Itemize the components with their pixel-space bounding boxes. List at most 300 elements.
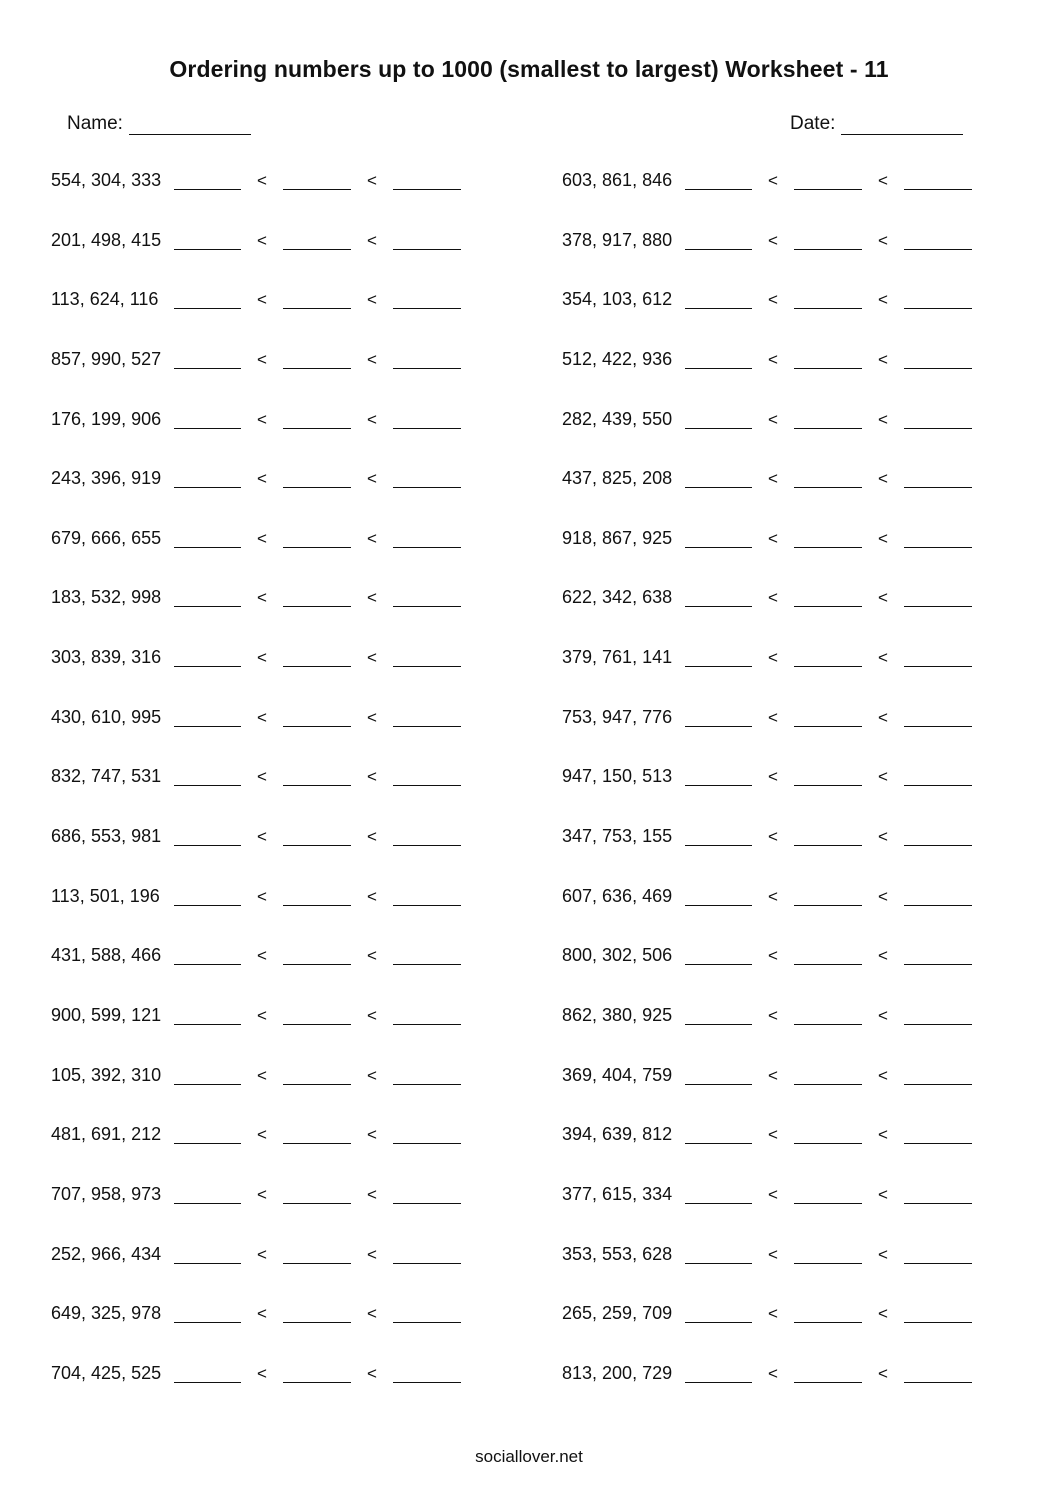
answer-blank-1[interactable] [174, 785, 241, 786]
answer-blank-3[interactable] [393, 785, 461, 786]
problem-row [562, 520, 1002, 580]
answer-blank-3[interactable] [904, 666, 972, 667]
answer-blank-3[interactable] [904, 487, 972, 488]
less-than-sign: < [878, 230, 888, 250]
answer-blank-1[interactable] [174, 964, 241, 965]
answer-blank-1[interactable] [685, 1382, 752, 1383]
answer-blank-3[interactable] [904, 1143, 972, 1144]
less-than-sign: < [367, 469, 377, 489]
less-than-sign: < [367, 1125, 377, 1145]
answer-blank-1[interactable] [685, 249, 752, 250]
less-than-sign: < [768, 707, 778, 727]
answer-blank-1[interactable] [685, 1024, 752, 1025]
answer-blank-3[interactable] [393, 1084, 461, 1085]
problem-row [51, 162, 491, 222]
answer-blank-1[interactable] [685, 726, 752, 727]
answer-blank-2[interactable] [794, 1084, 862, 1085]
less-than-sign: < [768, 469, 778, 489]
number-set: 512, 422, 936 [562, 348, 673, 369]
number-set: 554, 304, 333 [51, 170, 162, 190]
less-than-sign: < [367, 349, 377, 369]
less-than-sign: < [257, 230, 267, 250]
less-than-sign: < [878, 1244, 888, 1264]
less-than-sign: < [257, 886, 267, 906]
answer-blank-2[interactable] [794, 1203, 862, 1204]
number-set: 265, 259, 709 [562, 1303, 673, 1324]
less-than-sign: < [878, 1065, 888, 1085]
problem-row [51, 401, 491, 461]
answer-blank-2[interactable] [794, 308, 862, 309]
footer-site: sociallover.net [475, 1447, 583, 1466]
less-than-sign: < [367, 1005, 377, 1025]
less-than-sign: < [367, 171, 377, 190]
number-set: 862, 380, 925 [562, 1004, 673, 1025]
answer-blank-1[interactable] [174, 368, 241, 369]
problem-row [562, 1176, 1002, 1236]
answer-blank-3[interactable] [393, 368, 461, 369]
less-than-sign: < [878, 1184, 888, 1204]
less-than-sign: < [878, 290, 888, 310]
answer-blank-3[interactable] [904, 189, 972, 190]
less-than-sign: < [878, 349, 888, 369]
answer-blank-3[interactable] [393, 1203, 461, 1204]
problem-row [51, 997, 491, 1057]
less-than-sign: < [257, 1304, 267, 1324]
problem-row [562, 222, 1002, 282]
answer-blank-2[interactable] [283, 606, 351, 607]
less-than-sign: < [878, 588, 888, 608]
answer-blank-1[interactable] [685, 845, 752, 846]
number-set: 622, 342, 638 [562, 587, 673, 608]
answer-blank-3[interactable] [904, 845, 972, 846]
answer-blank-2[interactable] [794, 726, 862, 727]
less-than-sign: < [367, 588, 377, 608]
number-set: 377, 615, 334 [562, 1183, 673, 1204]
answer-blank-3[interactable] [904, 1203, 972, 1204]
answer-blank-2[interactable] [283, 547, 351, 548]
less-than-sign: < [768, 946, 778, 966]
answer-blank-1[interactable] [685, 368, 752, 369]
answer-blank-3[interactable] [904, 368, 972, 369]
answer-blank-1[interactable] [174, 249, 241, 250]
less-than-sign: < [367, 1244, 377, 1264]
less-than-sign: < [878, 767, 888, 787]
number-set: 603, 861, 846 [562, 170, 673, 190]
less-than-sign: < [878, 1125, 888, 1145]
answer-blank-3[interactable] [904, 1322, 972, 1323]
less-than-sign: < [367, 886, 377, 906]
problem-row [562, 997, 1002, 1057]
number-set: 394, 639, 812 [562, 1124, 673, 1145]
less-than-sign: < [257, 1363, 267, 1383]
answer-blank-2[interactable] [794, 428, 862, 429]
less-than-sign: < [878, 469, 888, 489]
less-than-sign: < [878, 946, 888, 966]
answer-blank-3[interactable] [393, 249, 461, 250]
less-than-sign: < [768, 1363, 778, 1383]
problem-row [51, 341, 491, 401]
answer-blank-2[interactable] [283, 189, 351, 190]
number-set: 918, 867, 925 [562, 527, 673, 548]
less-than-sign: < [878, 707, 888, 727]
less-than-sign: < [768, 1065, 778, 1085]
answer-blank-3[interactable] [904, 249, 972, 250]
problem-row [51, 460, 491, 520]
answer-blank-3[interactable] [904, 1024, 972, 1025]
answer-blank-1[interactable] [174, 1143, 241, 1144]
less-than-sign: < [257, 827, 267, 847]
less-than-sign: < [257, 409, 267, 429]
problem-row [562, 1057, 1002, 1117]
answer-blank-3[interactable] [904, 905, 972, 906]
less-than-sign: < [768, 349, 778, 369]
answer-blank-2[interactable] [283, 964, 351, 965]
answer-blank-1[interactable] [685, 428, 752, 429]
answer-blank-3[interactable] [904, 547, 972, 548]
answer-blank-2[interactable] [283, 785, 351, 786]
less-than-sign: < [878, 1005, 888, 1025]
problem-row [562, 937, 1002, 997]
number-set: 649, 325, 978 [51, 1303, 162, 1324]
less-than-sign: < [367, 230, 377, 250]
answer-blank-1[interactable] [685, 666, 752, 667]
answer-blank-1[interactable] [174, 905, 241, 906]
problem-row [562, 758, 1002, 818]
number-set: 378, 917, 880 [562, 229, 673, 250]
answer-blank-1[interactable] [685, 1084, 752, 1085]
number-set: 947, 150, 513 [562, 766, 673, 787]
number-set: 686, 553, 981 [51, 826, 162, 847]
date-blank[interactable] [841, 114, 963, 135]
answer-blank-1[interactable] [685, 1263, 752, 1264]
answer-blank-2[interactable] [794, 1382, 862, 1383]
answer-blank-1[interactable] [174, 1084, 241, 1085]
answer-blank-2[interactable] [283, 1143, 351, 1144]
number-set: 813, 200, 729 [562, 1362, 673, 1383]
answer-blank-1[interactable] [174, 1382, 241, 1383]
problem-row [51, 1057, 491, 1117]
number-set: 704, 425, 525 [51, 1362, 162, 1383]
answer-blank-3[interactable] [904, 308, 972, 309]
number-set: 183, 532, 998 [51, 587, 162, 608]
less-than-sign: < [257, 1125, 267, 1145]
less-than-sign: < [768, 171, 778, 190]
problem-row [562, 1116, 1002, 1176]
problem-row [51, 579, 491, 639]
answer-blank-3[interactable] [904, 1263, 972, 1264]
answer-blank-3[interactable] [393, 428, 461, 429]
answer-blank-1[interactable] [685, 487, 752, 488]
number-set: 800, 302, 506 [562, 945, 673, 966]
answer-blank-2[interactable] [794, 1322, 862, 1323]
less-than-sign: < [768, 767, 778, 787]
answer-blank-3[interactable] [393, 726, 461, 727]
answer-blank-3[interactable] [904, 428, 972, 429]
number-set: 201, 498, 415 [51, 229, 162, 250]
less-than-sign: < [878, 171, 888, 190]
problem-row [51, 699, 491, 759]
answer-blank-2[interactable] [794, 1024, 862, 1025]
problem-row [562, 699, 1002, 759]
less-than-sign: < [257, 1184, 267, 1204]
answer-blank-1[interactable] [174, 845, 241, 846]
less-than-sign: < [768, 1005, 778, 1025]
answer-blank-2[interactable] [794, 547, 862, 548]
less-than-sign: < [367, 290, 377, 310]
number-set: 679, 666, 655 [51, 527, 162, 548]
less-than-sign: < [257, 767, 267, 787]
less-than-sign: < [257, 707, 267, 727]
less-than-sign: < [768, 1244, 778, 1264]
answer-blank-1[interactable] [685, 905, 752, 906]
number-set: 832, 747, 531 [51, 766, 162, 787]
less-than-sign: < [878, 1363, 888, 1383]
less-than-sign: < [257, 1065, 267, 1085]
less-than-sign: < [878, 1304, 888, 1324]
answer-blank-3[interactable] [393, 189, 461, 190]
answer-blank-2[interactable] [283, 905, 351, 906]
less-than-sign: < [257, 946, 267, 966]
answer-blank-2[interactable] [283, 368, 351, 369]
less-than-sign: < [257, 588, 267, 608]
number-set: 176, 199, 906 [51, 408, 162, 429]
answer-blank-2[interactable] [794, 785, 862, 786]
number-set: 857, 990, 527 [51, 348, 162, 369]
answer-blank-1[interactable] [174, 189, 241, 190]
less-than-sign: < [878, 409, 888, 429]
problem-row [562, 579, 1002, 639]
answer-blank-2[interactable] [283, 666, 351, 667]
answer-blank-1[interactable] [174, 487, 241, 488]
answer-blank-3[interactable] [904, 606, 972, 607]
problem-column-left [51, 162, 491, 1414]
problem-row [51, 1295, 491, 1355]
name-field [67, 113, 251, 135]
problem-row [562, 1236, 1002, 1296]
answer-blank-3[interactable] [393, 845, 461, 846]
problem-row [562, 818, 1002, 878]
less-than-sign: < [367, 1184, 377, 1204]
less-than-sign: < [367, 1065, 377, 1085]
problem-row [562, 281, 1002, 341]
name-blank[interactable] [129, 114, 251, 135]
number-set: 354, 103, 612 [562, 289, 673, 310]
answer-blank-1[interactable] [174, 1263, 241, 1264]
answer-blank-2[interactable] [794, 249, 862, 250]
answer-blank-2[interactable] [794, 606, 862, 607]
less-than-sign: < [367, 1304, 377, 1324]
answer-blank-2[interactable] [283, 249, 351, 250]
answer-blank-1[interactable] [174, 666, 241, 667]
answer-blank-1[interactable] [685, 606, 752, 607]
answer-blank-3[interactable] [393, 1263, 461, 1264]
answer-blank-1[interactable] [174, 428, 241, 429]
answer-blank-3[interactable] [393, 1143, 461, 1144]
answer-blank-2[interactable] [794, 666, 862, 667]
problem-row [51, 1176, 491, 1236]
less-than-sign: < [768, 588, 778, 608]
number-set: 753, 947, 776 [562, 706, 673, 727]
number-set: 353, 553, 628 [562, 1243, 673, 1264]
problem-row [562, 401, 1002, 461]
answer-blank-3[interactable] [393, 905, 461, 906]
less-than-sign: < [768, 827, 778, 847]
answer-blank-2[interactable] [283, 487, 351, 488]
less-than-sign: < [878, 886, 888, 906]
less-than-sign: < [257, 469, 267, 489]
less-than-sign: < [367, 767, 377, 787]
answer-blank-2[interactable] [794, 487, 862, 488]
less-than-sign: < [257, 1244, 267, 1264]
problem-row [562, 639, 1002, 699]
number-set: 243, 396, 919 [51, 468, 162, 489]
answer-blank-3[interactable] [393, 308, 461, 309]
problem-row [562, 1355, 1002, 1415]
less-than-sign: < [367, 648, 377, 668]
answer-blank-2[interactable] [283, 845, 351, 846]
number-set: 252, 966, 434 [51, 1243, 162, 1264]
number-set: 113, 624, 116 [51, 289, 159, 310]
problem-row [562, 1295, 1002, 1355]
answer-blank-1[interactable] [174, 1203, 241, 1204]
less-than-sign: < [257, 1005, 267, 1025]
less-than-sign: < [878, 648, 888, 668]
number-set: 282, 439, 550 [562, 408, 673, 429]
answer-blank-2[interactable] [283, 428, 351, 429]
answer-blank-1[interactable] [685, 547, 752, 548]
less-than-sign: < [367, 707, 377, 727]
problem-row [51, 937, 491, 997]
answer-blank-2[interactable] [794, 368, 862, 369]
less-than-sign: < [768, 1304, 778, 1324]
number-set: 481, 691, 212 [51, 1124, 162, 1145]
less-than-sign: < [367, 409, 377, 429]
answer-blank-1[interactable] [685, 964, 752, 965]
less-than-sign: < [257, 648, 267, 668]
number-set: 607, 636, 469 [562, 885, 673, 906]
problem-row [51, 520, 491, 580]
answer-blank-2[interactable] [283, 1382, 351, 1383]
answer-blank-2[interactable] [794, 845, 862, 846]
less-than-sign: < [768, 648, 778, 668]
less-than-sign: < [257, 528, 267, 548]
answer-blank-2[interactable] [794, 1263, 862, 1264]
answer-blank-3[interactable] [393, 1382, 461, 1383]
number-set: 369, 404, 759 [562, 1064, 673, 1085]
answer-blank-3[interactable] [393, 487, 461, 488]
less-than-sign: < [257, 171, 267, 190]
problem-row [51, 1355, 491, 1415]
number-set: 900, 599, 121 [51, 1004, 162, 1025]
answer-blank-1[interactable] [174, 1024, 241, 1025]
answer-blank-2[interactable] [794, 189, 862, 190]
less-than-sign: < [768, 886, 778, 906]
problem-row [562, 341, 1002, 401]
number-set: 347, 753, 155 [562, 826, 673, 847]
answer-blank-3[interactable] [393, 1024, 461, 1025]
less-than-sign: < [768, 290, 778, 310]
problem-row [51, 281, 491, 341]
number-set: 431, 588, 466 [51, 945, 162, 966]
problem-row [51, 222, 491, 282]
answer-blank-2[interactable] [283, 726, 351, 727]
answer-blank-3[interactable] [904, 785, 972, 786]
answer-blank-3[interactable] [393, 666, 461, 667]
answer-blank-2[interactable] [283, 308, 351, 309]
answer-blank-1[interactable] [685, 785, 752, 786]
number-set: 707, 958, 973 [51, 1183, 162, 1204]
problem-row [51, 758, 491, 818]
less-than-sign: < [768, 409, 778, 429]
answer-blank-1[interactable] [685, 1203, 752, 1204]
less-than-sign: < [768, 528, 778, 548]
number-set: 379, 761, 141 [562, 647, 673, 668]
answer-blank-1[interactable] [174, 1322, 241, 1323]
answer-blank-3[interactable] [393, 1322, 461, 1323]
problem-column-right [562, 162, 1002, 1414]
answer-blank-2[interactable] [283, 1203, 351, 1204]
answer-blank-3[interactable] [904, 726, 972, 727]
problem-row [562, 878, 1002, 938]
problem-row [51, 1236, 491, 1296]
date-field [790, 113, 963, 135]
less-than-sign: < [367, 528, 377, 548]
date-label: Date: [790, 113, 836, 134]
answer-blank-3[interactable] [904, 1084, 972, 1085]
answer-blank-3[interactable] [904, 1382, 972, 1383]
answer-blank-1[interactable] [685, 1322, 752, 1323]
answer-blank-3[interactable] [393, 964, 461, 965]
problem-row [562, 460, 1002, 520]
less-than-sign: < [878, 827, 888, 847]
answer-blank-2[interactable] [794, 1143, 862, 1144]
answer-blank-1[interactable] [685, 189, 752, 190]
problem-row [51, 818, 491, 878]
number-set: 437, 825, 208 [562, 468, 673, 489]
answer-blank-1[interactable] [685, 1143, 752, 1144]
answer-blank-2[interactable] [283, 1024, 351, 1025]
less-than-sign: < [367, 946, 377, 966]
answer-blank-2[interactable] [283, 1322, 351, 1323]
answer-blank-1[interactable] [174, 726, 241, 727]
answer-blank-1[interactable] [174, 606, 241, 607]
answer-blank-1[interactable] [174, 547, 241, 548]
less-than-sign: < [768, 1125, 778, 1145]
problem-row [51, 878, 491, 938]
answer-blank-2[interactable] [283, 1263, 351, 1264]
answer-blank-2[interactable] [283, 1084, 351, 1085]
answer-blank-3[interactable] [393, 606, 461, 607]
answer-blank-2[interactable] [794, 905, 862, 906]
less-than-sign: < [768, 230, 778, 250]
number-set: 430, 610, 995 [51, 706, 162, 727]
name-label: Name: [67, 113, 123, 134]
less-than-sign: < [367, 827, 377, 847]
problem-row [51, 639, 491, 699]
worksheet-title: Ordering numbers up to 1000 (smallest to largest) Worksheet - 11 [169, 56, 889, 82]
answer-blank-2[interactable] [794, 964, 862, 965]
number-set: 303, 839, 316 [51, 647, 162, 668]
answer-blank-1[interactable] [685, 308, 752, 309]
less-than-sign: < [768, 1184, 778, 1204]
answer-blank-3[interactable] [904, 964, 972, 965]
answer-blank-1[interactable] [174, 308, 241, 309]
problem-row [51, 1116, 491, 1176]
problem-row [562, 162, 1002, 222]
number-set: 105, 392, 310 [51, 1064, 162, 1085]
answer-blank-3[interactable] [393, 547, 461, 548]
number-set: 113, 501, 196 [51, 885, 160, 906]
